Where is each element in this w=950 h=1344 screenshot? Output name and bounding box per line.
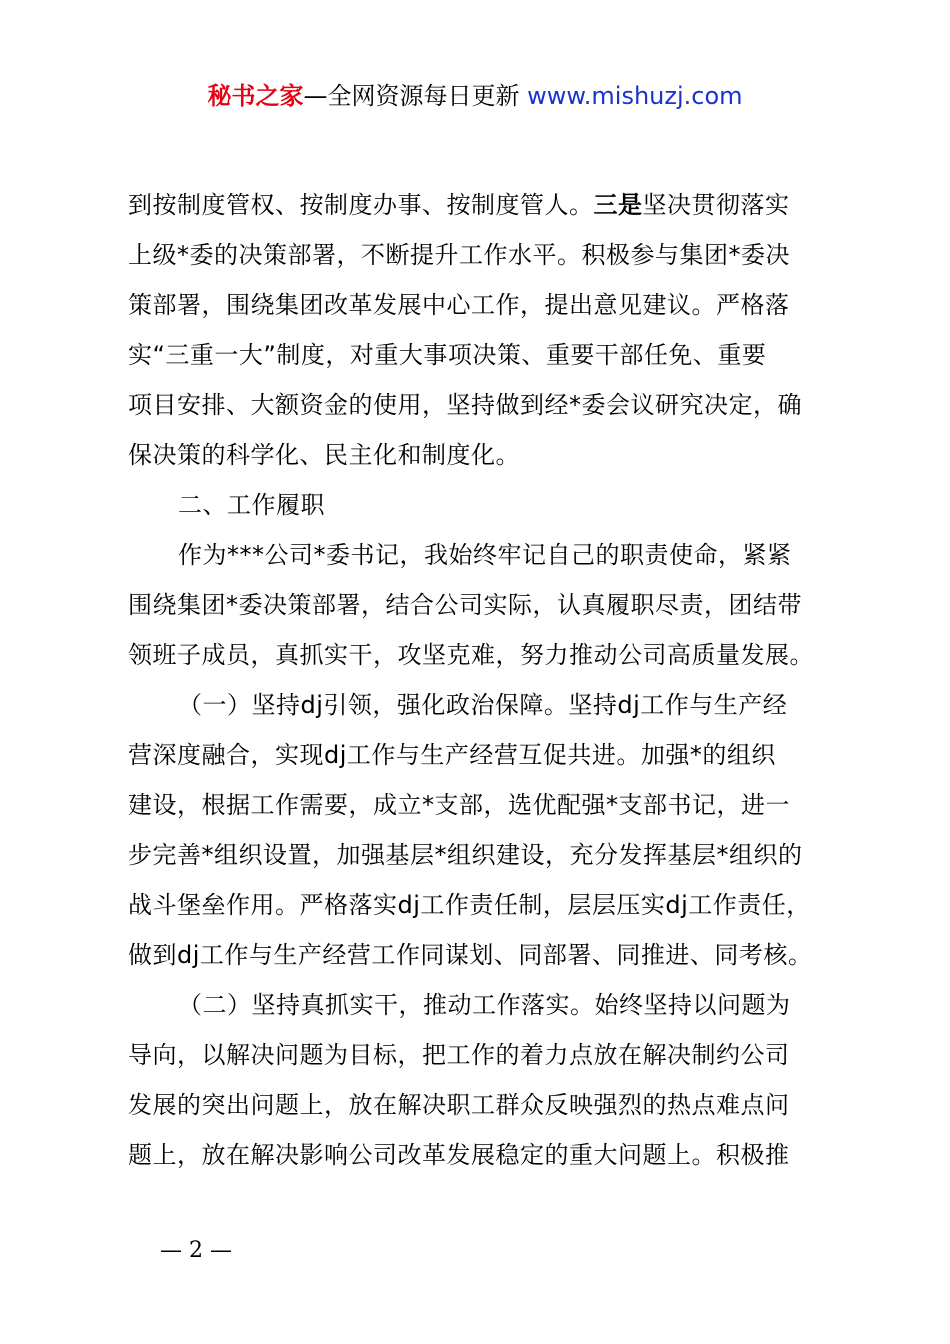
- subsection-line: （二）坚持真抓实干，推动工作落实。始终坚持以问题为: [178, 991, 791, 1019]
- body-line: 领班子成员，真抓实干，攻坚克难，努力推动公司高质量发展。: [128, 641, 814, 669]
- body-line: 作为***公司*委书记，我始终牢记自己的职责使命，紧紧: [178, 541, 792, 569]
- body-line: 建设，根据工作需要，成立*支部，选优配强*支部书记，进一: [128, 791, 790, 819]
- body-line: 战斗堡垒作用。严格落实dj工作责任制，层层压实dj工作责任，: [128, 891, 811, 919]
- text-segment: 坚决贯彻落实: [642, 191, 790, 219]
- body-line: 发展的突出问题上，放在解决职工群众反映强烈的热点难点问: [128, 1091, 790, 1119]
- body-line: 保决策的科学化、民主化和制度化。: [128, 441, 520, 469]
- body-line: [128, 180, 838, 230]
- body-line: 围绕集团*委决策部署，结合公司实际，认真履职尽责，团结带: [128, 591, 802, 619]
- page-header: [0, 80, 950, 112]
- body-line: 上级*委的决策部署，不断提升工作水平。积极参与集团*委决: [128, 241, 790, 269]
- body-line: 题上，放在解决影响公司改革发展稳定的重大问题上。积极推: [128, 1141, 790, 1169]
- body-line: 策部署，围绕集团改革发展中心工作，提出意见建议。严格落: [128, 291, 790, 319]
- subsection-line: （一）坚持dj引领，强化政治保障。坚持dj工作与生产经: [178, 691, 788, 719]
- site-url-link[interactable]: www.mishuzj.com: [527, 82, 743, 110]
- section-heading: 二、工作履职: [178, 491, 325, 519]
- brand-name: 秘书之家: [207, 82, 304, 110]
- body-line: 做到dj工作与生产经营工作同谋划、同部署、同推进、同考核。: [128, 941, 813, 969]
- page-number: — 2 —: [160, 1238, 232, 1263]
- document-body: [128, 180, 838, 1180]
- body-line: 导向，以解决问题为目标，把工作的着力点放在解决制约公司: [128, 1041, 790, 1069]
- body-line: 项目安排、大额资金的使用，坚持做到经*委会议研究决定，确: [128, 391, 802, 419]
- body-line: 营深度融合，实现dj工作与生产经营互促共进。加强*的组织: [128, 741, 776, 769]
- header-slogan: —全网资源每日更新: [303, 82, 528, 110]
- body-line: 步完善*组织设置，加强基层*组织建设，充分发挥基层*组织的: [128, 841, 803, 869]
- emphasis-text: 三是: [593, 191, 643, 219]
- text-segment: 到按制度管权、按制度办事、按制度管人。: [128, 191, 594, 219]
- body-line: 实“三重一大”制度，对重大事项决策、重要干部任免、重要: [128, 341, 767, 369]
